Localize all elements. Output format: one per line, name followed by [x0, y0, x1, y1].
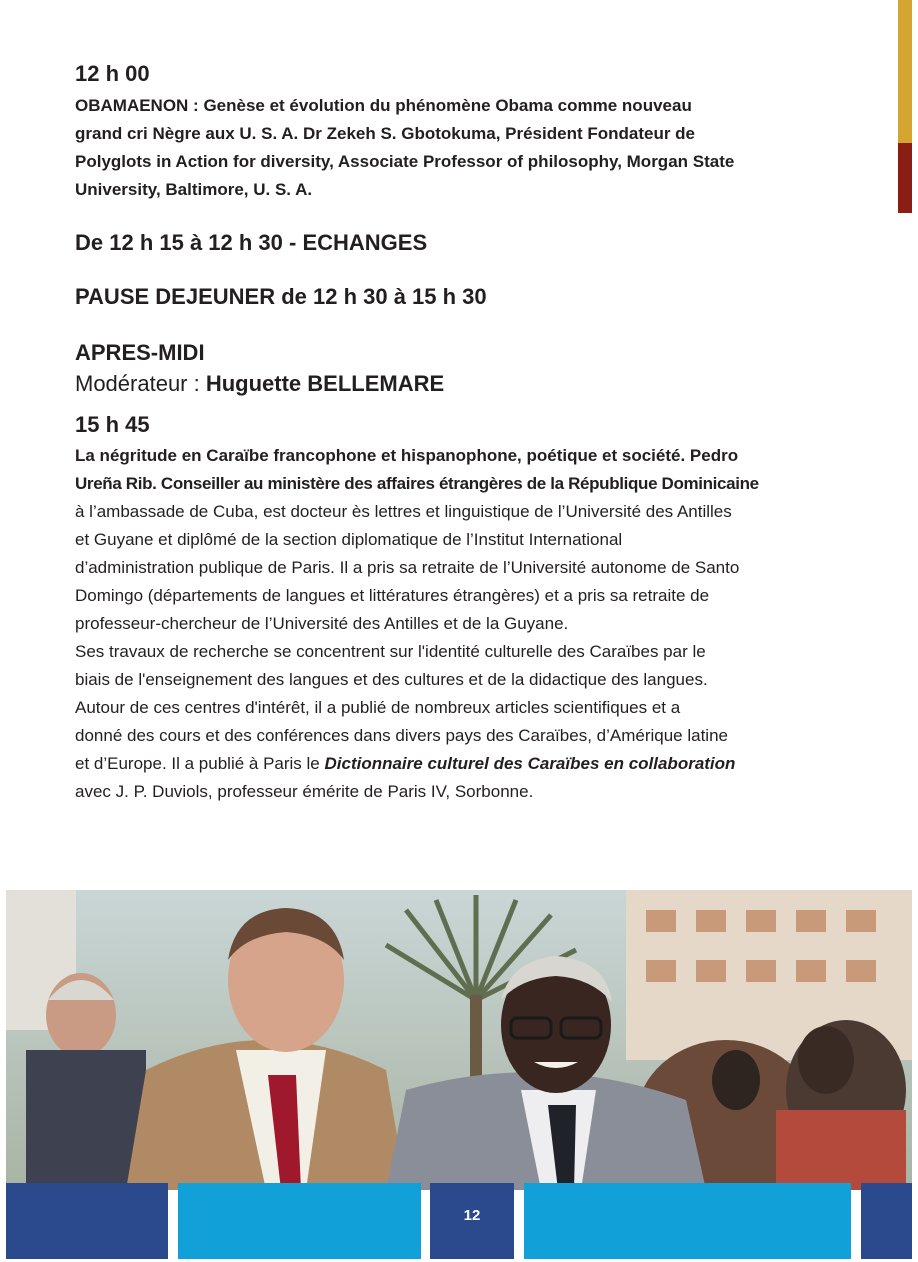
pause-heading: PAUSE DEJEUNER de 12 h 30 à 15 h 30 — [75, 284, 487, 309]
echanges-heading: De 12 h 15 à 12 h 30 - ECHANGES — [75, 230, 428, 255]
moderator-name: Huguette BELLEMARE — [205, 371, 445, 396]
time-12h00: 12 h 00 — [75, 61, 150, 86]
session-line: Polyglots in Action for diversity, Associate Professor of philosophy, Morgan State — [75, 152, 735, 171]
session-obamaenon — [75, 92, 842, 204]
bio-line-prefix: et d’Europe. Il a publié à Paris le — [75, 754, 325, 773]
bio-line: et Guyane et diplômé de la section diplomatique de l’Institut International — [75, 530, 623, 549]
page-footer — [0, 1183, 918, 1259]
footer-block-cyan — [524, 1183, 851, 1259]
side-accent-gold — [898, 0, 912, 143]
session-line: University, Baltimore, U. S. A. — [75, 180, 313, 199]
session-title-line: La négritude en Caraïbe francophone et hispanophone, poétique et société. Pedro — [75, 446, 739, 465]
photo-illustration — [6, 890, 912, 1190]
bio-line: professeur-chercheur de l’Université des Antilles et de la Guyane. — [75, 614, 569, 633]
session-title-line: Ureña Rib. Conseiller au ministère des affaires étrangères de la République Dominicaine — [75, 474, 759, 493]
bio-line: Ses travaux de recherche se concentrent sur l'identité culturelle des Caraïbes par le — [75, 642, 706, 661]
time-15h45: 15 h 45 — [75, 412, 150, 437]
bio-line: à l’ambassade de Cuba, est docteur ès lettres et linguistique de l’Université des Antilles — [75, 502, 732, 521]
apres-midi-heading: APRES-MIDI — [75, 340, 205, 365]
page-number: 12 — [463, 1207, 481, 1224]
moderator-label: Modérateur : — [75, 371, 206, 396]
session-line: grand cri Nègre aux U. S. A. Dr Zekeh S. Gbotokuma, Président Fondateur de — [75, 124, 696, 143]
bio-line: d’administration publique de Paris. Il a pris sa retraite de l’Université autonome de Santo — [75, 558, 740, 577]
session-negritude — [75, 442, 842, 806]
book-title: Dictionnaire culturel des Caraïbes en collaboration — [324, 754, 736, 773]
bio-line — [75, 750, 842, 778]
bio-line: donné des cours et des conférences dans divers pays des Caraïbes, d’Amérique latine — [75, 726, 728, 745]
bio-line: avec J. P. Duviols, professeur émérite de Paris IV, Sorbonne. — [75, 782, 534, 801]
footer-block-cyan — [178, 1183, 421, 1259]
moderator-line — [75, 368, 842, 400]
event-photo — [6, 890, 912, 1190]
side-accent-red — [898, 143, 912, 213]
bio-line: biais de l'enseignement des langues et des cultures et de la didactique des langues. — [75, 670, 708, 689]
bio-line: Domingo (départements de langues et littératures étrangères) et a pris sa retraite de — [75, 586, 710, 605]
footer-block-navy — [6, 1183, 168, 1259]
session-line: OBAMAENON : Genèse et évolution du phénomène Obama comme nouveau — [75, 96, 692, 115]
bio-line: Autour de ces centres d'intérêt, il a publié de nombreux articles scientifiques et a — [75, 698, 681, 717]
footer-block-navy — [861, 1183, 912, 1259]
programme-content — [75, 60, 842, 806]
